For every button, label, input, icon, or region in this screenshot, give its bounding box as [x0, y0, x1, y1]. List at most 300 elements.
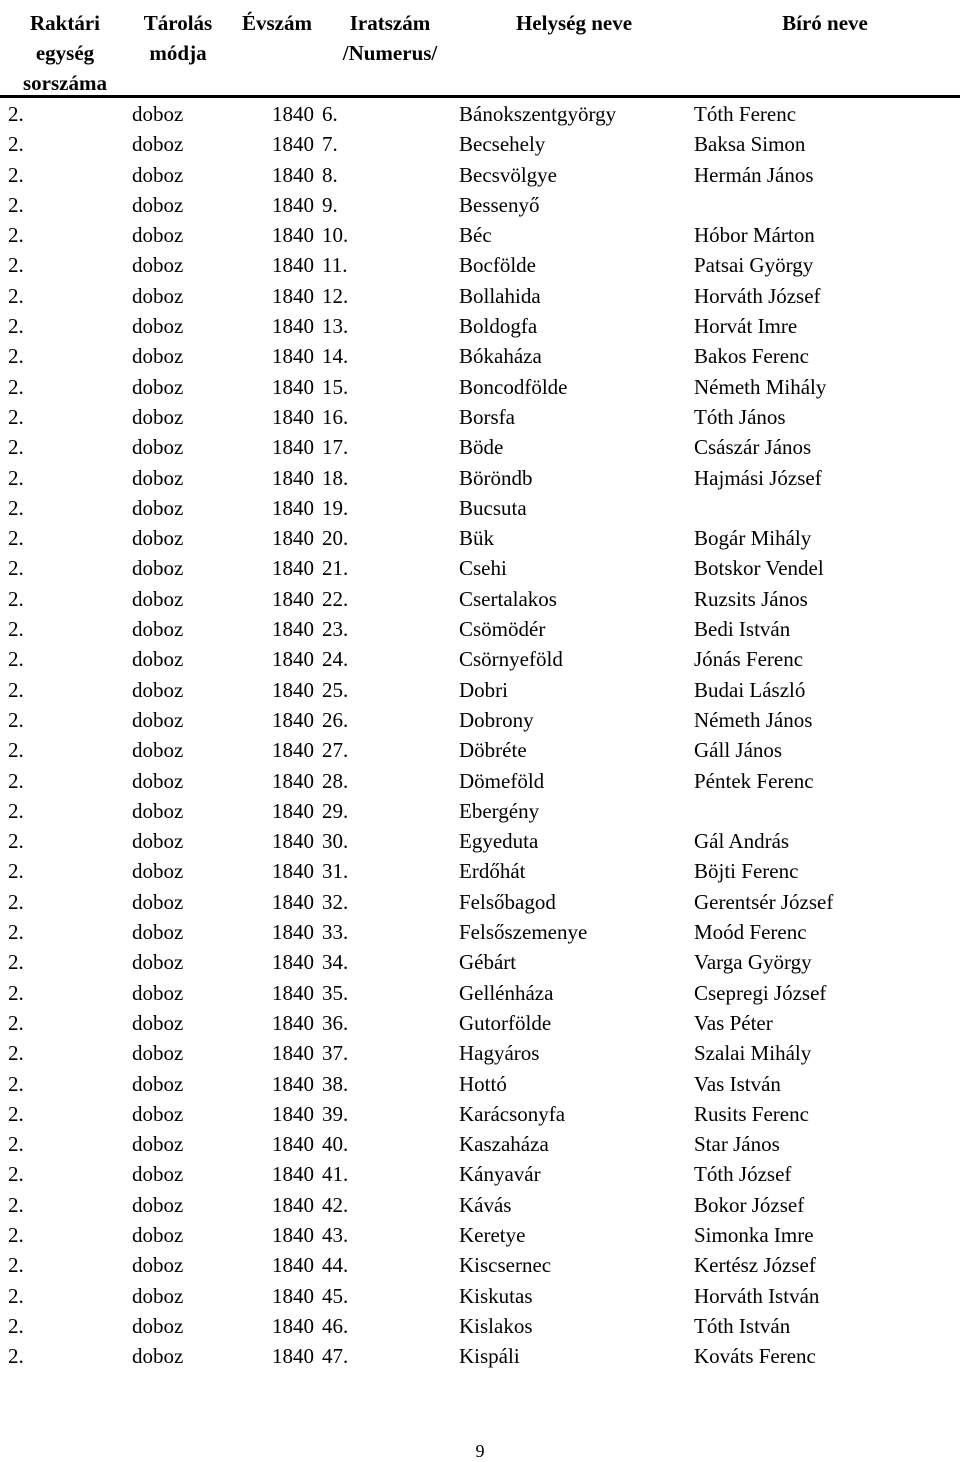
cell-place: Bókaháza [459, 344, 542, 369]
cell-storage: doboz [132, 617, 184, 642]
cell-number: 23. [322, 617, 349, 642]
cell-storage: doboz [132, 1283, 184, 1308]
cell-number: 35. [322, 980, 349, 1005]
cell-judge: Bakos Ferenc [694, 344, 809, 369]
cell-storage: doboz [132, 192, 184, 217]
cell-number: 6. [322, 102, 338, 126]
cell-unit: 2. [8, 253, 24, 278]
cell-number: 42. [322, 1192, 349, 1217]
cell-place: Bucsuta [459, 495, 527, 520]
cell-year: 1840 [272, 283, 314, 308]
cell-place: Erdőhát [459, 859, 526, 884]
cell-unit: 2. [8, 314, 24, 339]
cell-place: Kislakos [459, 1313, 533, 1338]
cell-unit: 2. [8, 586, 24, 611]
cell-unit: 2. [8, 980, 24, 1005]
cell-year: 1840 [272, 1041, 314, 1066]
cell-year: 1840 [272, 404, 314, 429]
cell-year: 1840 [272, 162, 314, 187]
cell-place: Karácsonyfa [459, 1101, 566, 1126]
cell-unit: 2. [8, 283, 24, 308]
table-row [0, 705, 960, 735]
cell-number: 30. [322, 829, 349, 854]
cell-number: 24. [322, 647, 349, 672]
header-storage-unit-number [8, 8, 122, 98]
cell-judge: Horvát Imre [694, 314, 798, 339]
cell-unit: 2. [8, 435, 24, 460]
cell-judge: Horváth József [694, 283, 821, 308]
cell-year: 1840 [272, 1132, 314, 1157]
cell-storage: doboz [132, 920, 184, 945]
cell-year: 1840 [272, 223, 314, 248]
cell-judge: Baksa Simon [694, 132, 806, 157]
table-row [0, 1129, 960, 1159]
cell-year: 1840 [272, 435, 314, 460]
cell-judge: Bokor József [694, 1192, 805, 1217]
cell-place: Csertalakos [459, 586, 557, 611]
cell-year: 1840 [272, 647, 314, 672]
cell-year: 1840 [272, 920, 314, 945]
cell-unit: 2. [8, 829, 24, 854]
cell-judge: Kováts Ferenc [694, 1344, 816, 1369]
cell-unit: 2. [8, 1132, 24, 1157]
cell-place: Gellénháza [459, 980, 554, 1005]
table-row [0, 675, 960, 705]
cell-place: Csörnyeföld [459, 647, 563, 672]
cell-storage: doboz [132, 1313, 184, 1338]
cell-number: 27. [322, 738, 349, 763]
cell-unit: 2. [8, 677, 24, 702]
header-line: Raktári [30, 11, 100, 35]
table-row [0, 160, 960, 190]
cell-judge: Star János [694, 1132, 780, 1157]
table-row [0, 796, 960, 826]
header-document-number [330, 8, 450, 68]
cell-year: 1840 [272, 829, 314, 854]
cell-year: 1840 [272, 1313, 314, 1338]
cell-judge: Moód Ferenc [694, 920, 807, 945]
cell-number: 20. [322, 526, 349, 551]
cell-number: 31. [322, 859, 349, 884]
cell-number: 10. [322, 223, 349, 248]
table-row [0, 129, 960, 159]
header-line: Bíró neve [782, 11, 868, 35]
cell-number: 29. [322, 798, 349, 823]
cell-number: 37. [322, 1041, 349, 1066]
cell-place: Dömeföld [459, 768, 545, 793]
cell-year: 1840 [272, 192, 314, 217]
cell-year: 1840 [272, 889, 314, 914]
cell-year: 1840 [272, 980, 314, 1005]
cell-judge: Vas Péter [694, 1010, 773, 1035]
cell-place: Bocfölde [459, 253, 536, 278]
header-storage-type [130, 8, 226, 68]
cell-storage: doboz [132, 465, 184, 490]
cell-storage: doboz [132, 738, 184, 763]
cell-storage: doboz [132, 223, 184, 248]
cell-judge: Rusits Ferenc [694, 1101, 809, 1126]
header-line: Iratszám [349, 11, 431, 35]
cell-storage: doboz [132, 768, 184, 793]
header-line: sorszáma [23, 71, 107, 95]
cell-storage: doboz [132, 1010, 184, 1035]
cell-number: 26. [322, 707, 349, 732]
cell-number: 15. [322, 374, 349, 399]
cell-storage: doboz [132, 677, 184, 702]
cell-unit: 2. [8, 1010, 24, 1035]
cell-unit: 2. [8, 1253, 24, 1278]
cell-judge: Böjti Ferenc [694, 859, 799, 884]
cell-place: Kávás [459, 1192, 512, 1217]
cell-number: 16. [322, 404, 349, 429]
cell-unit: 2. [8, 132, 24, 157]
cell-year: 1840 [272, 768, 314, 793]
cell-unit: 2. [8, 465, 24, 490]
cell-number: 33. [322, 920, 349, 945]
cell-unit: 2. [8, 889, 24, 914]
cell-unit: 2. [8, 768, 24, 793]
cell-number: 7. [322, 132, 338, 157]
cell-place: Kiskutas [459, 1283, 533, 1308]
cell-place: Hagyáros [459, 1041, 540, 1066]
table-row [0, 523, 960, 553]
cell-unit: 2. [8, 192, 24, 217]
cell-judge: Tóth János [694, 404, 786, 429]
header-divider [0, 95, 960, 98]
cell-unit: 2. [8, 1313, 24, 1338]
cell-place: Felsőbagod [459, 889, 556, 914]
cell-year: 1840 [272, 1162, 314, 1187]
cell-number: 43. [322, 1222, 349, 1247]
cell-unit: 2. [8, 707, 24, 732]
header-line: Évszám [242, 11, 312, 35]
cell-storage: doboz [132, 829, 184, 854]
cell-unit: 2. [8, 647, 24, 672]
cell-year: 1840 [272, 344, 314, 369]
cell-unit: 2. [8, 798, 24, 823]
cell-judge: Hajmási József [694, 465, 822, 490]
cell-judge: Hóbor Márton [694, 223, 815, 248]
cell-number: 34. [322, 950, 349, 975]
cell-judge: Gerentsér József [694, 889, 834, 914]
cell-storage: doboz [132, 859, 184, 884]
table-row [0, 1008, 960, 1038]
cell-year: 1840 [272, 738, 314, 763]
table-row [0, 341, 960, 371]
table-header [0, 8, 960, 98]
cell-unit: 2. [8, 495, 24, 520]
cell-number: 45. [322, 1283, 349, 1308]
cell-storage: doboz [132, 950, 184, 975]
table-row [0, 463, 960, 493]
cell-year: 1840 [272, 102, 314, 126]
cell-judge: Ruzsits János [694, 586, 808, 611]
cell-number: 40. [322, 1132, 349, 1157]
cell-number: 17. [322, 435, 349, 460]
table-row [0, 1311, 960, 1341]
cell-storage: doboz [132, 162, 184, 187]
cell-year: 1840 [272, 1253, 314, 1278]
cell-storage: doboz [132, 526, 184, 551]
cell-storage: doboz [132, 344, 184, 369]
cell-place: Boldogfa [459, 314, 538, 339]
cell-place: Becsehely [459, 132, 546, 157]
cell-number: 19. [322, 495, 349, 520]
cell-judge: Németh Mihály [694, 374, 827, 399]
cell-judge: Jónás Ferenc [694, 647, 804, 672]
cell-place: Gébárt [459, 950, 517, 975]
cell-number: 14. [322, 344, 349, 369]
cell-storage: doboz [132, 586, 184, 611]
cell-number: 47. [322, 1344, 349, 1369]
cell-number: 22. [322, 586, 349, 611]
cell-place: Csehi [459, 556, 507, 581]
cell-judge: Kertész József [694, 1253, 816, 1278]
cell-unit: 2. [8, 617, 24, 642]
table-row [0, 402, 960, 432]
cell-storage: doboz [132, 283, 184, 308]
cell-year: 1840 [272, 677, 314, 702]
cell-unit: 2. [8, 556, 24, 581]
cell-place: Felsőszemenye [459, 920, 588, 945]
header-place-name [494, 8, 654, 38]
table-row [0, 372, 960, 402]
cell-place: Borsfa [459, 404, 515, 429]
cell-storage: doboz [132, 1132, 184, 1157]
cell-storage: doboz [132, 314, 184, 339]
cell-year: 1840 [272, 798, 314, 823]
table-row [0, 553, 960, 583]
cell-storage: doboz [132, 1192, 184, 1217]
cell-storage: doboz [132, 435, 184, 460]
cell-year: 1840 [272, 1010, 314, 1035]
table-row [0, 99, 960, 129]
table-row [0, 1069, 960, 1099]
cell-storage: doboz [132, 495, 184, 520]
cell-place: Kaszaháza [459, 1132, 549, 1157]
cell-judge: Császár János [694, 435, 812, 460]
cell-number: 25. [322, 677, 349, 702]
cell-year: 1840 [272, 526, 314, 551]
cell-number: 46. [322, 1313, 349, 1338]
cell-place: Kispáli [459, 1344, 520, 1369]
table-row [0, 887, 960, 917]
cell-storage: doboz [132, 1222, 184, 1247]
cell-storage: doboz [132, 889, 184, 914]
table-row [0, 1099, 960, 1129]
table-row [0, 1159, 960, 1189]
cell-place: Bessenyő [459, 192, 540, 217]
cell-judge: Szalai Mihály [694, 1041, 812, 1066]
cell-unit: 2. [8, 1222, 24, 1247]
cell-number: 41. [322, 1162, 349, 1187]
cell-unit: 2. [8, 162, 24, 187]
cell-judge: Horváth István [694, 1283, 820, 1308]
cell-judge: Budai László [694, 677, 806, 702]
cell-place: Gutorfölde [459, 1010, 552, 1035]
cell-judge: Patsai György [694, 253, 814, 278]
cell-storage: doboz [132, 1071, 184, 1096]
cell-place: Kiscsernec [459, 1253, 552, 1278]
cell-unit: 2. [8, 223, 24, 248]
cell-judge: Varga György [694, 950, 812, 975]
cell-number: 32. [322, 889, 349, 914]
cell-year: 1840 [272, 707, 314, 732]
header-line: /Numerus/ [342, 41, 438, 65]
cell-number: 44. [322, 1253, 349, 1278]
cell-place: Hottó [459, 1071, 507, 1096]
cell-judge: Bedi István [694, 617, 791, 642]
cell-year: 1840 [272, 556, 314, 581]
cell-unit: 2. [8, 526, 24, 551]
cell-number: 11. [322, 253, 348, 278]
cell-unit: 2. [8, 374, 24, 399]
cell-year: 1840 [272, 950, 314, 975]
cell-unit: 2. [8, 102, 24, 126]
cell-year: 1840 [272, 1283, 314, 1308]
header-line: Tárolás [143, 11, 213, 35]
cell-year: 1840 [272, 314, 314, 339]
header-line: Helység neve [515, 11, 633, 35]
cell-number: 28. [322, 768, 349, 793]
cell-judge: Hermán János [694, 162, 814, 187]
cell-year: 1840 [272, 1192, 314, 1217]
cell-unit: 2. [8, 1041, 24, 1066]
cell-unit: 2. [8, 1283, 24, 1308]
cell-storage: doboz [132, 1344, 184, 1369]
cell-storage: doboz [132, 707, 184, 732]
cell-judge: Tóth István [694, 1313, 791, 1338]
cell-number: 13. [322, 314, 349, 339]
table-row [0, 1341, 960, 1371]
cell-storage: doboz [132, 253, 184, 278]
cell-storage: doboz [132, 1041, 184, 1066]
cell-place: Boncodfölde [459, 374, 568, 399]
cell-year: 1840 [272, 586, 314, 611]
cell-unit: 2. [8, 1344, 24, 1369]
table-body [0, 99, 960, 1371]
page-number: 9 [475, 1441, 485, 1461]
cell-unit: 2. [8, 859, 24, 884]
cell-unit: 2. [8, 1071, 24, 1096]
cell-unit: 2. [8, 738, 24, 763]
cell-year: 1840 [272, 465, 314, 490]
cell-unit: 2. [8, 1162, 24, 1187]
table-row [0, 493, 960, 523]
table-row [0, 1038, 960, 1068]
cell-judge: Vas István [694, 1071, 781, 1096]
cell-judge: Gál András [694, 829, 790, 854]
cell-judge: Tóth Ferenc [694, 102, 797, 126]
cell-place: Döbréte [459, 738, 527, 763]
cell-year: 1840 [272, 617, 314, 642]
table-row [0, 826, 960, 856]
table-row [0, 311, 960, 341]
cell-year: 1840 [272, 374, 314, 399]
table-row [0, 1281, 960, 1311]
cell-place: Bük [459, 526, 495, 551]
cell-unit: 2. [8, 950, 24, 975]
cell-judge: Csepregi József [694, 980, 827, 1005]
cell-unit: 2. [8, 1192, 24, 1217]
table-row [0, 250, 960, 280]
cell-judge: Gáll János [694, 738, 783, 763]
table-row [0, 947, 960, 977]
cell-place: Béc [459, 223, 492, 248]
cell-place: Ebergény [459, 798, 540, 823]
cell-place: Dobri [459, 677, 508, 702]
cell-judge: Tóth József [694, 1162, 792, 1187]
table-row [0, 1220, 960, 1250]
cell-storage: doboz [132, 1253, 184, 1278]
table-row [0, 644, 960, 674]
table-row [0, 584, 960, 614]
cell-storage: doboz [132, 132, 184, 157]
cell-place: Csömödér [459, 617, 546, 642]
cell-unit: 2. [8, 404, 24, 429]
cell-number: 9. [322, 192, 338, 217]
cell-judge: Botskor Vendel [694, 556, 824, 581]
cell-number: 38. [322, 1071, 349, 1096]
cell-judge: Bogár Mihály [694, 526, 812, 551]
cell-judge: Simonka Imre [694, 1222, 814, 1247]
cell-place: Böröndb [459, 465, 533, 490]
cell-year: 1840 [272, 1344, 314, 1369]
table-row [0, 281, 960, 311]
cell-storage: doboz [132, 556, 184, 581]
cell-place: Keretye [459, 1222, 526, 1247]
cell-place: Egyeduta [459, 829, 539, 854]
table-row [0, 220, 960, 250]
table-row [0, 1250, 960, 1280]
cell-year: 1840 [272, 495, 314, 520]
cell-number: 21. [322, 556, 349, 581]
cell-place: Kányavár [459, 1162, 541, 1187]
cell-number: 8. [322, 162, 338, 187]
cell-storage: doboz [132, 798, 184, 823]
cell-storage: doboz [132, 980, 184, 1005]
header-judge-name [760, 8, 890, 38]
cell-year: 1840 [272, 253, 314, 278]
cell-year: 1840 [272, 1071, 314, 1096]
cell-judge: Péntek Ferenc [694, 768, 814, 793]
cell-unit: 2. [8, 344, 24, 369]
table-row [0, 1190, 960, 1220]
cell-place: Dobrony [459, 707, 534, 732]
cell-unit: 2. [8, 1101, 24, 1126]
cell-number: 39. [322, 1101, 349, 1126]
table-row [0, 856, 960, 886]
cell-place: Böde [459, 435, 504, 460]
cell-storage: doboz [132, 102, 184, 126]
header-line: módja [149, 41, 207, 65]
table-row [0, 614, 960, 644]
cell-place: Bollahida [459, 283, 541, 308]
cell-number: 18. [322, 465, 349, 490]
table-row [0, 735, 960, 765]
cell-place: Bánokszentgyörgy [459, 102, 617, 126]
header-year [232, 8, 322, 38]
table-row [0, 432, 960, 462]
cell-place: Becsvölgye [459, 162, 557, 187]
cell-storage: doboz [132, 1101, 184, 1126]
table-row [0, 917, 960, 947]
cell-year: 1840 [272, 859, 314, 884]
cell-storage: doboz [132, 647, 184, 672]
cell-judge: Németh János [694, 707, 813, 732]
cell-year: 1840 [272, 1101, 314, 1126]
table-row [0, 190, 960, 220]
